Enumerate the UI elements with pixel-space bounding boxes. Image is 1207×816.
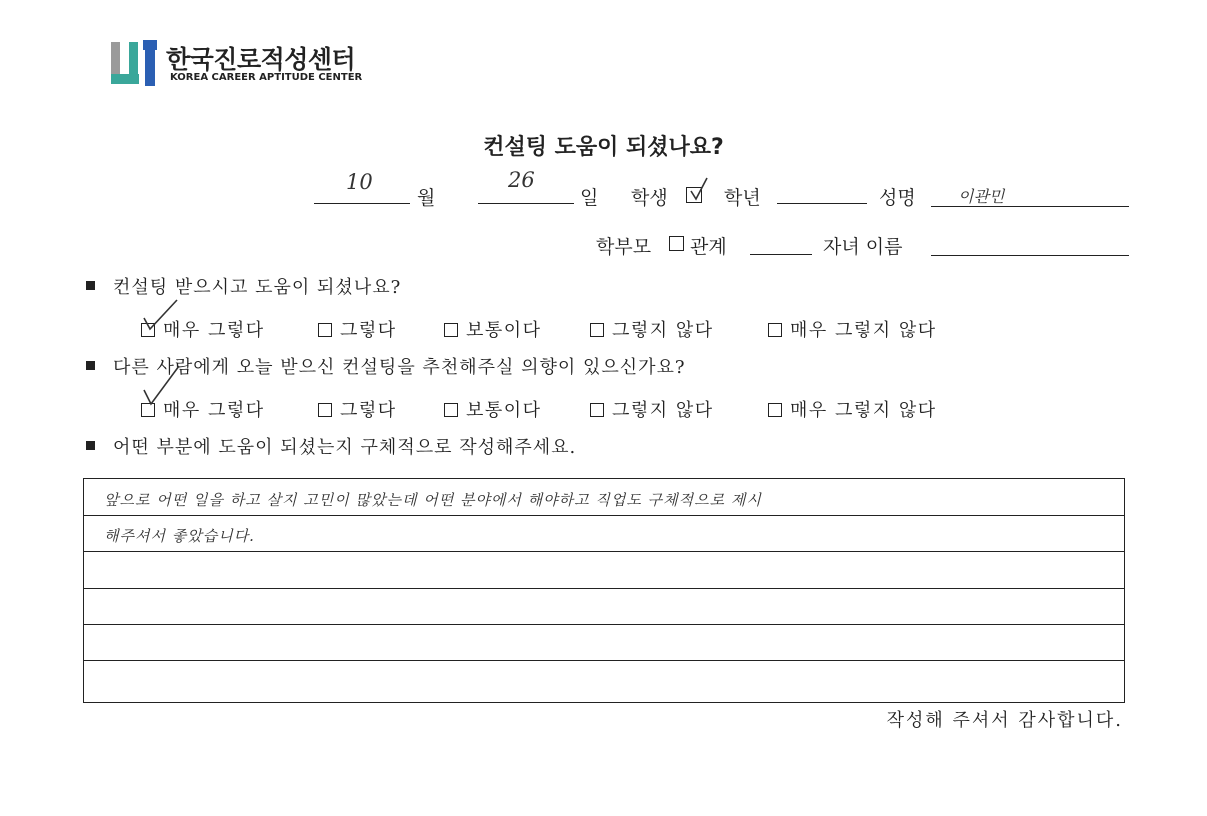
answer-rule [84, 660, 1124, 661]
checkbox[interactable] [590, 403, 604, 417]
brand-name-en: KOREA CAREER APTITUDE CENTER [170, 72, 363, 83]
q2-option-3[interactable]: 보통이다 [444, 396, 542, 422]
bullet-icon [86, 361, 95, 370]
answer-rule [84, 515, 1124, 516]
checkbox[interactable] [590, 323, 604, 337]
checkbox[interactable] [318, 323, 332, 337]
name-label: 성명 [879, 187, 916, 209]
question-1-options [141, 316, 1041, 340]
checkbox[interactable] [768, 403, 782, 417]
day-field[interactable] [478, 203, 574, 204]
checkbox[interactable] [768, 323, 782, 337]
checkbox[interactable] [444, 403, 458, 417]
q1-option-3[interactable]: 보통이다 [444, 316, 542, 342]
q1-option-2[interactable]: 그렇다 [318, 316, 397, 342]
child-name-field[interactable] [931, 255, 1129, 256]
question-2-text: 다른 사람에게 오늘 받으신 컨설팅을 추천해주실 의향이 있으신가요? [113, 357, 686, 378]
q2-option-5[interactable]: 매우 그렇지 않다 [768, 396, 937, 422]
question-2-options [141, 396, 1041, 420]
parent-checkbox[interactable] [669, 236, 684, 251]
brand-name-ko: 한국진로적성센터 [166, 45, 356, 74]
q1-option-1[interactable]: 매우 그렇다 [141, 316, 265, 342]
month-value: 10 [346, 170, 373, 194]
answer-line-2: 해주셔서 좋았습니다. [104, 527, 255, 545]
day-value: 26 [508, 168, 535, 192]
bullet-icon [86, 281, 95, 290]
question-1-text: 컨설팅 받으시고 도움이 되셨나요? [113, 277, 402, 298]
answer-rule [84, 551, 1124, 552]
question-3 [86, 433, 576, 459]
q1-option-5[interactable]: 매우 그렇지 않다 [768, 316, 937, 342]
student-label: 학생 [631, 187, 668, 209]
student-checkmark-icon [688, 176, 710, 202]
bullet-icon [86, 441, 95, 450]
grade-label: 학년 [724, 187, 761, 209]
q2-checkmark-icon [141, 364, 185, 410]
relation-field[interactable] [750, 254, 812, 255]
q2-option-4[interactable]: 그렇지 않다 [590, 396, 714, 422]
answer-line-1: 앞으로 어떤 일을 하고 살지 고민이 많았는데 어떤 분야에서 해야하고 직업도 구체적으로 제시 [104, 491, 762, 509]
child-name-label: 자녀 이름 [823, 236, 903, 258]
name-value: 이관민 [958, 187, 1005, 206]
parent-label: 학부모 [596, 236, 652, 258]
checkbox[interactable] [318, 403, 332, 417]
day-label: 일 [580, 187, 599, 209]
relation-label: 관계 [690, 236, 727, 258]
grade-field[interactable] [777, 203, 867, 204]
closing-text: 작성해 주셔서 감사합니다. [886, 710, 1123, 731]
answer-rule [84, 624, 1124, 625]
q2-option-2[interactable]: 그렇다 [318, 396, 397, 422]
q1-checkmark-icon [141, 298, 181, 334]
answer-rule [84, 588, 1124, 589]
form-title: 컨설팅 도움이 되셨나요? [483, 135, 724, 160]
question-1 [86, 273, 401, 299]
logo [111, 40, 157, 86]
q1-option-4[interactable]: 그렇지 않다 [590, 316, 714, 342]
checkbox[interactable] [444, 323, 458, 337]
logo-mark-icon [111, 40, 157, 86]
month-field[interactable] [314, 203, 410, 204]
q2-option-1[interactable]: 매우 그렇다 [141, 396, 265, 422]
answer-box[interactable] [83, 478, 1125, 703]
question-3-text: 어떤 부분에 도움이 되셨는지 구체적으로 작성해주세요. [113, 437, 577, 458]
month-label: 월 [417, 187, 436, 209]
